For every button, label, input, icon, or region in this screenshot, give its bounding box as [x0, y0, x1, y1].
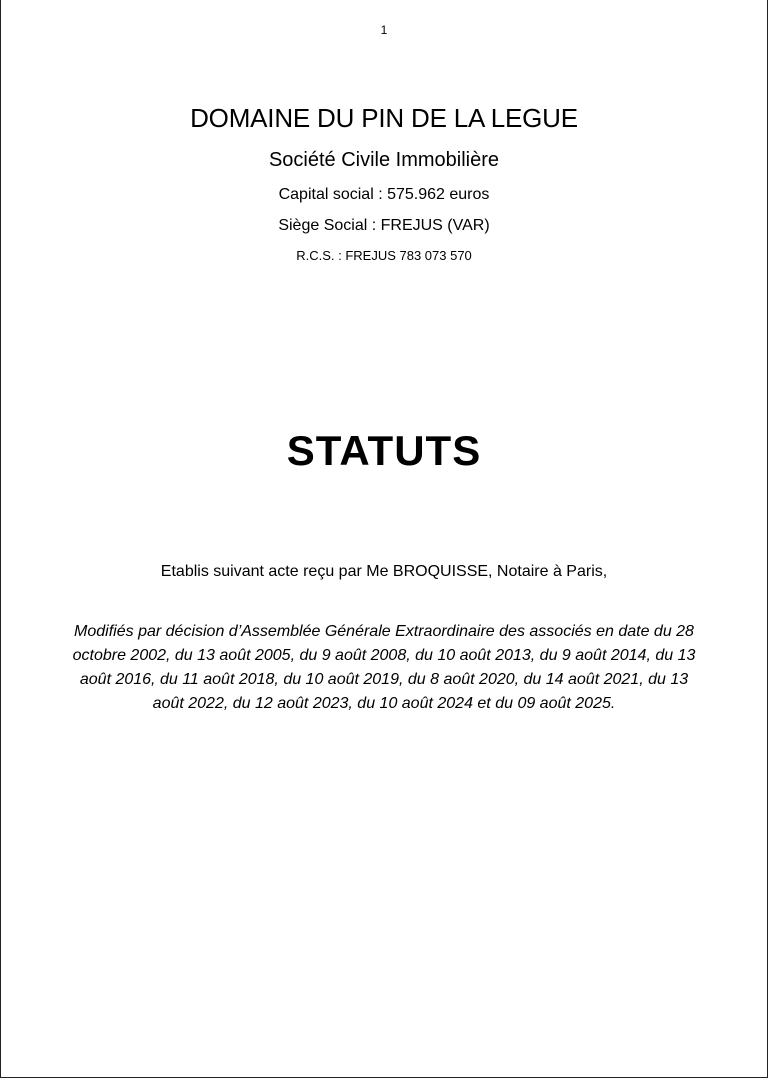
page-number: 1	[380, 23, 388, 37]
modifies-paragraph: Modifiés par décision d’Assemblée Générale Extraordinaire des associés en date du 28 octobre 2002, du 13 août 2005, du 9 août 2008, du 10 août 2013, du 9 août 2014, du 13 août 2016, du 11 août 2018, du 10 août 2019, du 8 août 2020, du 14 août 2021, du 13 août 2022, du 12 août 2023, du 10 août 2024 et du 09 août 2025.	[72, 623, 696, 712]
etablis-paragraph: Etablis suivant acte reçu par Me BROQUISSE, Notaire à Paris,	[160, 563, 608, 580]
siege-social: Siège Social : FREJUS (VAR)	[278, 217, 490, 234]
company-name: DOMAINE DU PIN DE LA LEGUE	[190, 103, 578, 133]
document-title: STATUTS	[286, 427, 482, 474]
company-type: Société Civile Immobilière	[268, 149, 500, 171]
rcs-number: R.C.S. : FREJUS 783 073 570	[296, 248, 472, 263]
capital-social: Capital social : 575.962 euros	[278, 186, 490, 203]
